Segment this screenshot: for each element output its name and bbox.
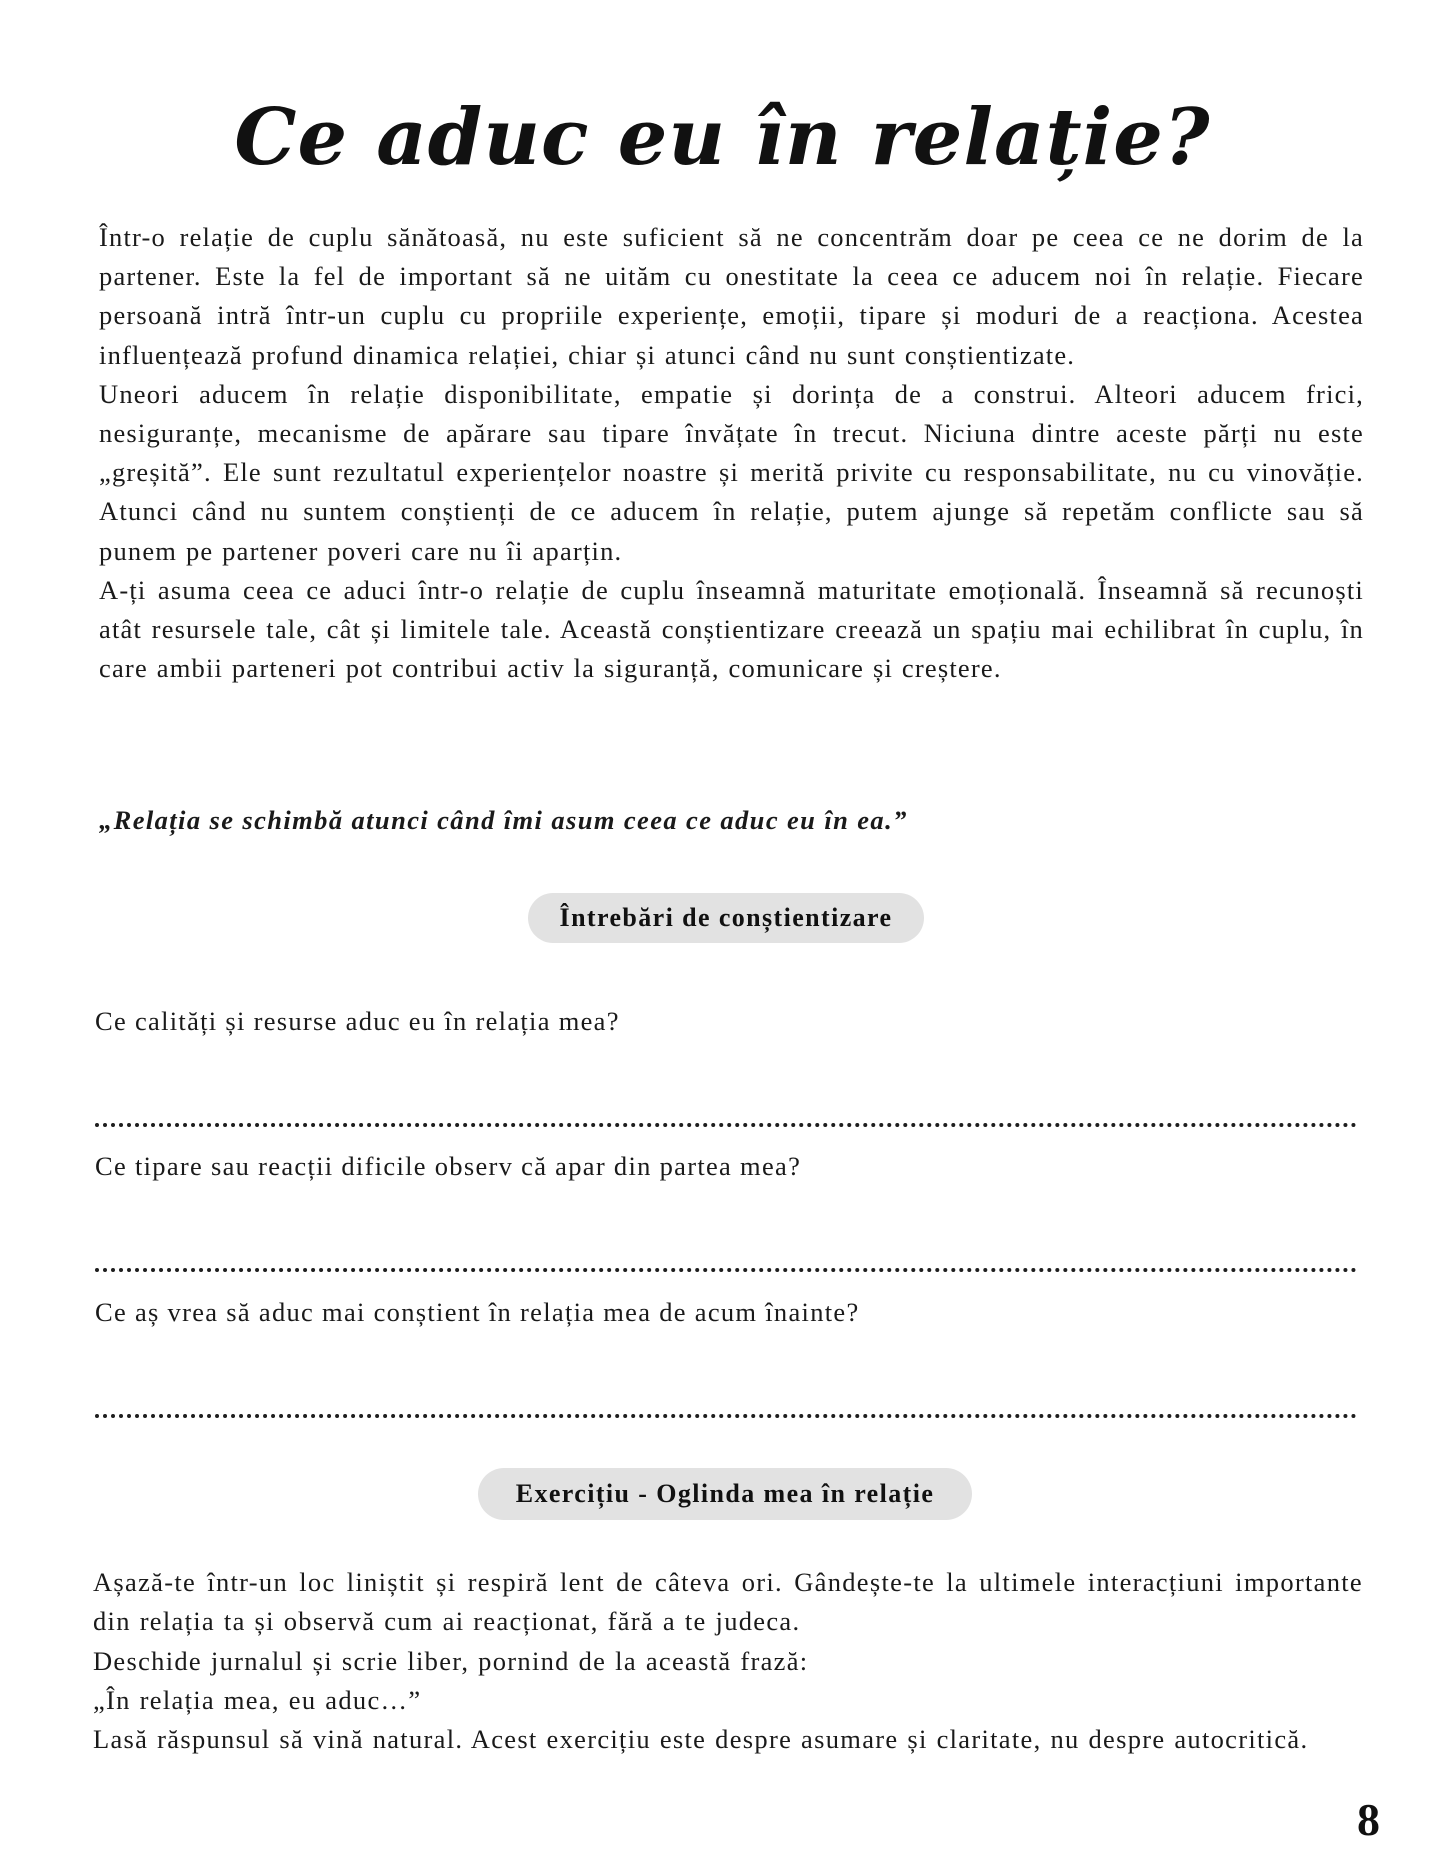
questions-heading-badge: Întrebări de conștientizare [528,893,924,943]
exercise-paragraph-2: Deschide jurnalul și scrie liber, pornind de la această frază: [93,1645,809,1676]
answer-line-3[interactable] [95,1414,1357,1418]
intro-text [99,218,1364,688]
exercise-paragraph-4: Lasă răspunsul să vină natural. Acest exercițiu este despre asumare și claritate, nu despre autocritică. [93,1724,1309,1755]
page-number: 8 [1357,1794,1380,1845]
exercise-text [93,1563,1363,1759]
question-3: Ce aș vrea să aduc mai conștient în relația mea de acum înainte? [95,1297,860,1327]
answer-line-2[interactable] [95,1268,1357,1272]
intro-paragraph-2: Uneori aducem în relație disponibilitate, empatie și dorința de a construi. Alteori aducem frici, nesiguranțe, mecanisme de apărare sau tipare învățate în trecut. Niciuna dintre aceste părți nu este „greșită”. Ele sunt rezultatul experiențelor noastre și merită privite cu responsabilitate, nu cu vinovăție. Atunci când nu suntem conștienți de ce aducem în relație, putem ajunge să repetăm conflicte sau să punem pe partener poveri care nu îi aparțin. [99,378,1364,566]
question-1: Ce calități și resurse aduc eu în relația mea? [95,1006,620,1036]
exercise-heading-badge: Exercițiu - Oglinda mea în relație [478,1468,972,1520]
highlight-quote: „Relația se schimbă atunci când îmi asum ceea ce aduc eu în ea.” [99,805,908,835]
question-2: Ce tipare sau reacții dificile observ că apar din partea mea? [95,1151,802,1181]
answer-line-1[interactable] [95,1123,1357,1127]
intro-paragraph-3: A-ți asuma ceea ce aduci într-o relație de cuplu înseamnă maturitate emoțională. Înseamnă să recunoști atât resursele tale, cât și limitele tale. Această conștientizare creează un spațiu mai echilibrat în cuplu, în care ambii parteneri pot contribui activ la siguranță, comunicare și creștere. [99,574,1364,684]
exercise-paragraph-1: Așază-te într-un loc liniștit și respiră lent de câteva ori. Gândește-te la ultimele interacțiuni importante din relația ta și observă cum ai reacționat, fără a te judeca. [93,1567,1363,1637]
exercise-prompt-phrase: „În relația mea, eu aduc…” [93,1684,422,1715]
intro-paragraph-1: Într-o relație de cuplu sănătoasă, nu este suficient să ne concentrăm doar pe ceea ce ne dorim de la partener. Este la fel de important să ne uităm cu onestitate la ceea ce aducem noi în relație. Fiecare persoană intră într-un cuplu cu propriile experiențe, emoții, tipare și moduri de a reacționa. Acestea influențează profund dinamica relației, chiar și atunci când nu sunt conștientizate. [99,222,1364,370]
page-title: Ce aduc eu în relație? [234,92,1211,183]
